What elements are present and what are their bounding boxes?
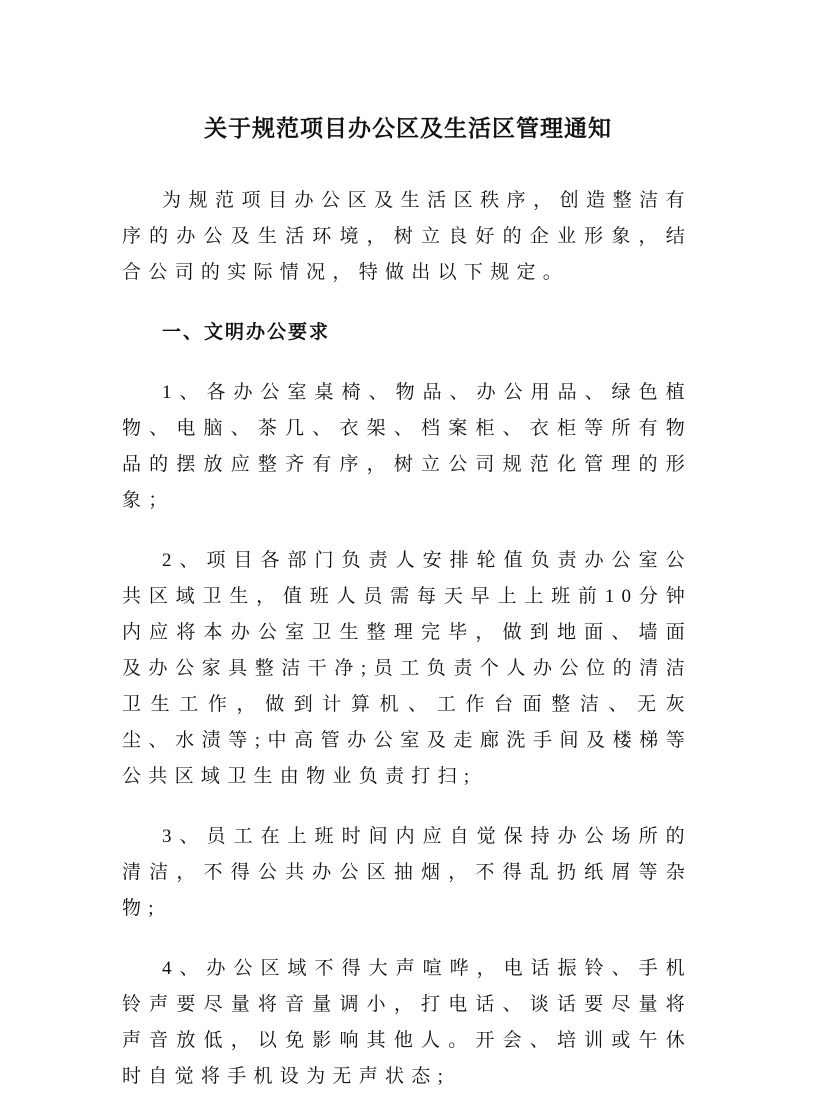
rule-item: 1、各办公室桌椅、物品、办公用品、绿色植物、电脑、茶几、衣架、档案柜、衣柜等所有物品的摆放应整齐有序，树立公司规范化管理的形象； <box>122 382 692 511</box>
rule-item: 4、办公区域不得大声喧哗，电话振铃、手机铃声要尽量将音量调小，打电话、谈话要尽量将声音放低，以免影响其他人。开会、培训或午休时自觉将手机设为无声状态; <box>122 958 692 1087</box>
document-title: 关于规范项目办公区及生活区管理通知 <box>204 116 612 141</box>
intro-paragraph: 为规范项目办公区及生活区秩序，创造整洁有序的办公及生活环境，树立良好的企业形象，结合公司的实际情况，特做出以下规定。 <box>122 190 692 283</box>
rule-item: 3、员工在上班时间内应自觉保持办公场所的清洁，不得公共办公区抽烟，不得乱扔纸屑等杂物; <box>122 826 692 919</box>
section-heading: 一、文明办公要求 <box>162 322 331 343</box>
document-body <box>122 183 692 1119</box>
rule-item: 2、项目各部门负责人安排轮值负责办公室公共区域卫生，值班人员需每天早上上班前10分钟内应将本办公室卫生整理完毕，做到地面、墙面及办公家具整洁干净;员工负责个人办公位的清洁卫生工作，做到计算机、工作台面整洁、无灰尘、水渍等;中高管办公室及走廊洗手间及楼梯等公共区域卫生由物业负责打扫; <box>122 550 692 787</box>
